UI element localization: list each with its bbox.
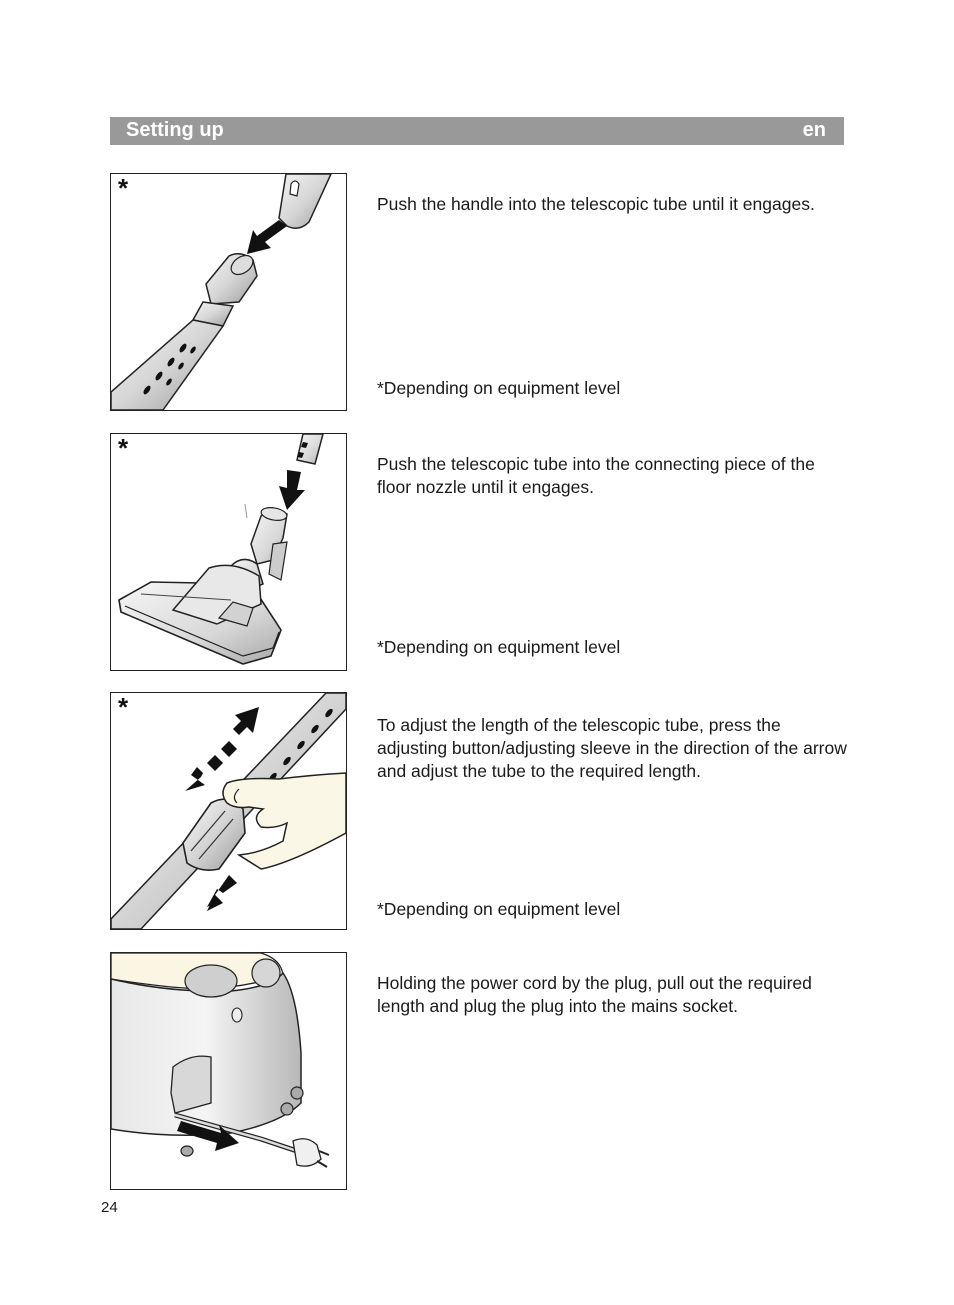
step-3-note: *Depending on equipment level (377, 899, 621, 919)
step-2-instruction: Push the telescopic tube into the connecting piece of the floor nozzle until it engages. (377, 454, 815, 497)
page-number: 24 (101, 1199, 118, 1216)
section-header-bar (110, 117, 844, 145)
vacuum-cord-drawing (111, 953, 346, 1189)
step-1-instruction: Push the handle into the telescopic tube until it engages. (377, 194, 815, 214)
language-code: en (802, 119, 826, 141)
step-4-instruction: Holding the power cord by the plug, pull out the required length and plug the plug into the mains socket. (377, 973, 812, 1016)
step-1-note: *Depending on equipment level (377, 378, 621, 398)
handle-tube-drawing (111, 174, 346, 410)
illustration-pull-power-cord (110, 952, 347, 1190)
equipment-asterisk: * (118, 692, 129, 722)
step-3-instruction: To adjust the length of the telescopic tube, press the adjusting button/adjusting sleeve in the direction of the arrow and adjust the tube to the required length. (377, 715, 847, 781)
step-2-note: *Depending on equipment level (377, 637, 621, 657)
illustration-handle-into-tube (110, 173, 347, 411)
equipment-asterisk: * (118, 433, 129, 463)
floor-nozzle-drawing (111, 434, 346, 670)
illustration-adjust-tube-length (110, 692, 347, 930)
equipment-asterisk: * (118, 173, 129, 203)
illustration-tube-into-nozzle (110, 433, 347, 671)
section-title: Setting up (126, 119, 224, 141)
adjust-tube-drawing (111, 693, 346, 929)
